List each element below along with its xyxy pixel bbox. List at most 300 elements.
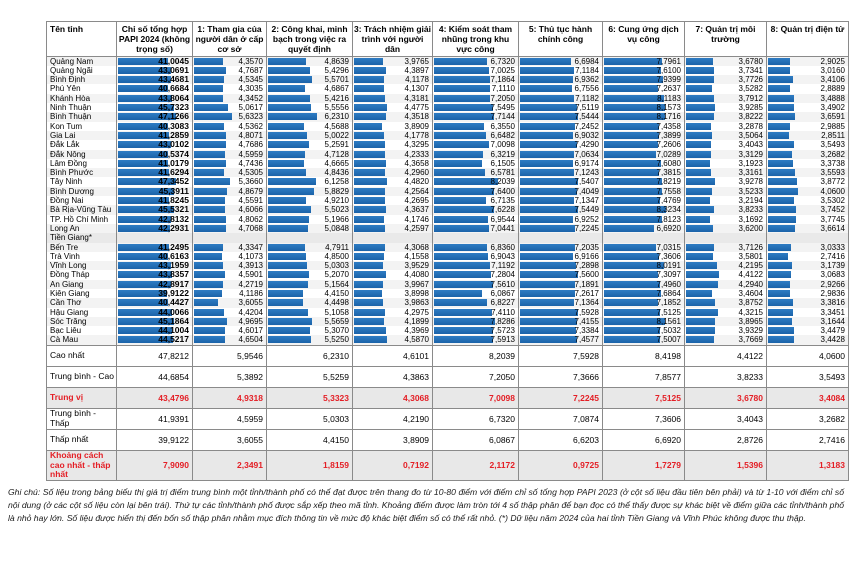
value-label: 5,5250 bbox=[324, 335, 349, 345]
value-cell: 7,9090 bbox=[117, 450, 193, 480]
value-label: 4,6504 bbox=[238, 335, 263, 345]
value-label: 7,0315 bbox=[656, 242, 681, 252]
value-cell bbox=[117, 326, 193, 335]
table-row bbox=[47, 335, 849, 345]
value-cell bbox=[767, 122, 849, 131]
value-cell bbox=[353, 66, 433, 75]
value-bar bbox=[268, 244, 305, 251]
province-name: Tiền Giang* bbox=[47, 233, 117, 242]
value-label: 3,6200 bbox=[738, 223, 763, 233]
value-cell bbox=[685, 205, 767, 214]
value-cell bbox=[353, 298, 433, 307]
value-bar bbox=[686, 151, 711, 158]
value-bar bbox=[604, 132, 659, 139]
value-cell bbox=[117, 252, 193, 261]
summary-row bbox=[47, 345, 849, 366]
value-cell bbox=[433, 215, 519, 224]
table-row bbox=[47, 56, 849, 66]
value-label: 7,4577 bbox=[574, 335, 599, 345]
value-label: 6,7320 bbox=[490, 56, 515, 66]
summary-label: Thấp nhất bbox=[47, 429, 117, 450]
summary-label: Trung vị bbox=[47, 387, 117, 408]
value-cell: 3,8233 bbox=[685, 366, 767, 387]
value-label: 45,1864 bbox=[158, 316, 189, 326]
value-cell bbox=[193, 261, 267, 270]
value-bar bbox=[768, 262, 792, 269]
value-cell bbox=[603, 187, 685, 196]
value-cell: 4,4122 bbox=[685, 345, 767, 366]
value-label: 7,1864 bbox=[490, 75, 515, 85]
value-label: 7,2245 bbox=[574, 223, 599, 233]
value-cell bbox=[353, 243, 433, 252]
value-label: 3,6780 bbox=[738, 56, 763, 66]
column-header-6: 5: Thủ tục hành chính công bbox=[519, 22, 603, 57]
value-cell bbox=[519, 56, 603, 66]
value-cell bbox=[193, 131, 267, 140]
value-cell bbox=[685, 280, 767, 289]
value-label: 40,4427 bbox=[158, 298, 189, 308]
value-cell: 0,7192 bbox=[353, 450, 433, 480]
value-bar bbox=[194, 253, 222, 260]
value-cell bbox=[519, 196, 603, 205]
value-cell bbox=[685, 56, 767, 66]
value-label: 3,1644 bbox=[820, 316, 845, 326]
value-bar bbox=[268, 188, 314, 195]
column-header-9: 8: Quản trị điện tử bbox=[767, 22, 849, 57]
value-bar bbox=[604, 169, 659, 176]
value-cell bbox=[267, 280, 353, 289]
value-bar bbox=[686, 281, 718, 288]
province-name: Long An bbox=[47, 224, 117, 233]
value-bar bbox=[268, 104, 311, 111]
value-cell bbox=[117, 168, 193, 177]
value-cell: 3,5493 bbox=[767, 366, 849, 387]
value-label: 7,6228 bbox=[490, 205, 515, 215]
value-bar bbox=[434, 132, 486, 139]
value-label: 3,4106 bbox=[820, 75, 845, 85]
value-label: 3,3161 bbox=[738, 168, 763, 178]
value-bar bbox=[194, 309, 224, 316]
province-name: Quảng Nam bbox=[47, 56, 117, 66]
province-name: Trà Vinh bbox=[47, 252, 117, 261]
value-bar bbox=[268, 178, 316, 185]
value-label: 4,3570 bbox=[238, 56, 263, 66]
summary-label: Cao nhất bbox=[47, 345, 117, 366]
value-cell bbox=[603, 196, 685, 205]
value-label: 40,6163 bbox=[158, 251, 189, 261]
value-label: 7,5495 bbox=[490, 103, 515, 113]
value-cell bbox=[193, 66, 267, 75]
value-bar bbox=[268, 299, 303, 306]
value-bar bbox=[520, 290, 575, 297]
table-row bbox=[47, 243, 849, 252]
table-row bbox=[47, 84, 849, 93]
value-cell: 3,2682 bbox=[767, 408, 849, 429]
value-cell bbox=[117, 243, 193, 252]
value-bar bbox=[520, 299, 574, 306]
value-bar bbox=[768, 123, 790, 130]
value-cell bbox=[685, 168, 767, 177]
value-bar bbox=[354, 95, 385, 102]
value-bar bbox=[768, 151, 792, 158]
value-cell bbox=[767, 224, 849, 233]
value-label: 3,3451 bbox=[820, 307, 845, 317]
value-label: 7,1852 bbox=[656, 298, 681, 308]
value-label: 4,2333 bbox=[404, 149, 429, 159]
value-label: 3,2194 bbox=[738, 196, 763, 206]
value-label: 4,2695 bbox=[404, 196, 429, 206]
value-cell: 39,9122 bbox=[117, 429, 193, 450]
value-label: 7,2050 bbox=[490, 93, 515, 103]
value-cell bbox=[519, 122, 603, 131]
value-label: 7,2617 bbox=[574, 288, 599, 298]
value-bar bbox=[194, 281, 223, 288]
value-cell bbox=[117, 261, 193, 270]
value-bar bbox=[354, 336, 387, 343]
value-cell bbox=[767, 84, 849, 93]
value-label: 3,0333 bbox=[820, 242, 845, 252]
value-cell bbox=[519, 177, 603, 186]
value-bar bbox=[268, 327, 310, 334]
value-label: 4,2960 bbox=[404, 168, 429, 178]
value-label: 7,5913 bbox=[490, 335, 515, 345]
value-bar bbox=[194, 206, 225, 213]
value-bar bbox=[194, 299, 218, 306]
value-bar bbox=[434, 262, 490, 269]
value-bar bbox=[354, 123, 382, 130]
value-bar bbox=[604, 271, 658, 278]
value-cell bbox=[767, 270, 849, 279]
value-cell bbox=[603, 205, 685, 214]
province-name: Kon Tum bbox=[47, 122, 117, 131]
value-bar bbox=[268, 160, 304, 167]
value-cell bbox=[519, 150, 603, 159]
value-label: 7,3815 bbox=[656, 168, 681, 178]
value-cell: 2,8726 bbox=[685, 429, 767, 450]
value-cell bbox=[267, 140, 353, 149]
value-cell bbox=[603, 243, 685, 252]
value-bar bbox=[604, 85, 658, 92]
value-bar bbox=[194, 188, 227, 195]
value-cell bbox=[519, 187, 603, 196]
table-row bbox=[47, 280, 849, 289]
value-bar bbox=[434, 178, 498, 185]
value-cell bbox=[433, 112, 519, 121]
value-label: 4,4775 bbox=[404, 103, 429, 113]
value-label: 5,8829 bbox=[324, 186, 349, 196]
value-label: 7,6100 bbox=[656, 65, 681, 75]
value-cell bbox=[685, 122, 767, 131]
value-label: 7,1184 bbox=[575, 65, 599, 75]
value-bar bbox=[768, 281, 790, 288]
value-bar bbox=[354, 197, 385, 204]
value-bar bbox=[686, 76, 714, 83]
value-bar bbox=[434, 67, 489, 74]
value-label: 3,9329 bbox=[738, 326, 763, 336]
value-cell bbox=[519, 280, 603, 289]
value-bar bbox=[768, 160, 793, 167]
value-bar bbox=[354, 271, 386, 278]
table-row bbox=[47, 215, 849, 224]
value-cell bbox=[433, 122, 519, 131]
value-label: 3,5064 bbox=[738, 130, 763, 140]
value-cell: 7,0874 bbox=[519, 408, 603, 429]
value-label: 7,8219 bbox=[656, 177, 681, 187]
value-bar bbox=[686, 58, 713, 65]
province-name: Bạc Liêu bbox=[47, 326, 117, 335]
value-label: 3,6614 bbox=[820, 223, 845, 233]
value-cell bbox=[685, 326, 767, 335]
value-label: 4,3452 bbox=[238, 93, 263, 103]
table-row bbox=[47, 317, 849, 326]
value-cell bbox=[353, 122, 433, 131]
value-label: 7,7144 bbox=[490, 112, 515, 122]
value-bar bbox=[354, 206, 386, 213]
value-label: 45,3911 bbox=[158, 186, 189, 196]
value-cell: 6,0867 bbox=[433, 429, 519, 450]
table-row bbox=[47, 233, 849, 242]
value-label: 2,9025 bbox=[820, 56, 845, 66]
value-cell bbox=[433, 131, 519, 140]
value-bar bbox=[268, 336, 311, 343]
value-cell: 0,9725 bbox=[519, 450, 603, 480]
value-label: 3,5282 bbox=[738, 84, 763, 94]
value-cell bbox=[193, 112, 267, 121]
value-label: 3,9765 bbox=[404, 56, 429, 66]
value-bar bbox=[768, 58, 790, 65]
value-bar bbox=[520, 67, 574, 74]
value-label: 3,9967 bbox=[404, 279, 429, 289]
value-cell bbox=[767, 335, 849, 345]
value-cell bbox=[767, 317, 849, 326]
value-bar bbox=[434, 244, 487, 251]
value-bar bbox=[434, 104, 493, 111]
value-cell bbox=[767, 308, 849, 317]
value-cell bbox=[193, 233, 267, 242]
value-bar bbox=[268, 206, 311, 213]
value-cell bbox=[603, 131, 685, 140]
value-bar bbox=[686, 132, 712, 139]
value-label: 47,1266 bbox=[158, 112, 189, 122]
value-bar bbox=[604, 290, 661, 297]
value-cell bbox=[117, 94, 193, 103]
value-label: 6,9166 bbox=[574, 251, 599, 261]
value-label: 3,4043 bbox=[738, 140, 763, 150]
value-bar bbox=[686, 290, 712, 297]
value-cell bbox=[353, 270, 433, 279]
summary-row bbox=[47, 450, 849, 480]
value-label: 4,1186 bbox=[239, 288, 263, 298]
value-label: 7,1192 bbox=[491, 261, 515, 271]
value-bar bbox=[354, 169, 385, 176]
value-cell bbox=[193, 326, 267, 335]
value-label: 8,1561 bbox=[656, 316, 681, 326]
value-cell bbox=[267, 131, 353, 140]
value-label: 44,1004 bbox=[158, 326, 189, 336]
value-cell bbox=[603, 140, 685, 149]
value-cell bbox=[519, 261, 603, 270]
summary-row bbox=[47, 408, 849, 429]
table-row bbox=[47, 122, 849, 131]
footnote-text: Ghi chú: Số liệu trong bảng biểu thị giá trị điểm trung bình một tỉnh/thành phố có thể đạt được trên thang đo từ 10-80 điểm với điểm chỉ số tổng hợp PAPI 2023 (ở cột số liệu đầu tiên bên phải) và từ 1-10 với điểm chỉ số nội dung (ở các cột số liệu còn lại bên trái). Thứ tự các tỉnh/thành phố được sắp xếp theo mã tỉnh. Khoảng điểm được làm tròn tới 4 số thập phân để bạn đọc có thể thấy được sự khác biệt về điểm giữa các tỉnh/thành phố là nhỏ hay lớn. Số liệu được hiển thị đến bốn số thập phân nhằm mục đích thông tin về mức độ khác biệt điểm số có thể rất nhỏ. (*) Dữ liệu năm 2024 của hai tỉnh Tiền Giang và Vĩnh Phúc không được thu thập. bbox=[8, 487, 844, 523]
value-bar bbox=[434, 188, 494, 195]
value-cell bbox=[603, 224, 685, 233]
province-name: An Giang bbox=[47, 280, 117, 289]
value-label: 3,2682 bbox=[820, 149, 845, 159]
value-cell bbox=[117, 131, 193, 140]
province-column-header: Tên tỉnh bbox=[47, 22, 117, 57]
value-cell bbox=[433, 308, 519, 317]
value-label: 4,0600 bbox=[820, 186, 845, 196]
value-bar bbox=[434, 281, 493, 288]
value-label: 4,4122 bbox=[738, 270, 763, 280]
value-cell bbox=[767, 326, 849, 335]
value-cell bbox=[117, 187, 193, 196]
value-cell: 5,5259 bbox=[267, 366, 353, 387]
value-label: 3,9863 bbox=[404, 298, 429, 308]
value-bar bbox=[604, 281, 660, 288]
value-bar bbox=[520, 225, 575, 232]
value-label: 41,6294 bbox=[158, 168, 189, 178]
value-label: 3,5801 bbox=[738, 251, 763, 261]
province-name: Ninh Thuận bbox=[47, 103, 117, 112]
value-cell: 7,5125 bbox=[603, 387, 685, 408]
value-bar bbox=[434, 290, 482, 297]
value-label: 4,2564 bbox=[404, 186, 429, 196]
value-bar bbox=[268, 123, 304, 130]
value-label: 3,5233 bbox=[738, 186, 763, 196]
value-bar bbox=[686, 253, 713, 260]
value-cell bbox=[267, 224, 353, 233]
value-cell bbox=[267, 335, 353, 345]
value-bar bbox=[768, 95, 794, 102]
value-cell bbox=[193, 224, 267, 233]
value-cell bbox=[193, 335, 267, 345]
value-bar bbox=[604, 123, 659, 130]
value-label: 4,3637 bbox=[404, 205, 429, 215]
province-name: Đắk Lắk bbox=[47, 140, 117, 149]
value-bar bbox=[268, 225, 308, 232]
value-cell bbox=[603, 233, 685, 242]
value-bar bbox=[520, 113, 578, 120]
province-name: Lâm Đồng bbox=[47, 159, 117, 168]
value-bar bbox=[194, 244, 223, 251]
value-label: 7,1347 bbox=[574, 196, 599, 206]
value-cell bbox=[267, 215, 353, 224]
value-cell bbox=[767, 243, 849, 252]
value-label: 3,9285 bbox=[738, 103, 763, 113]
value-label: 3,4902 bbox=[820, 103, 845, 113]
value-label: 7,1891 bbox=[574, 279, 599, 289]
value-cell bbox=[519, 335, 603, 345]
value-label: 7,4290 bbox=[574, 140, 599, 150]
table-row bbox=[47, 205, 849, 214]
summary-row bbox=[47, 366, 849, 387]
value-label: 4,3295 bbox=[404, 140, 429, 150]
value-bar bbox=[768, 327, 794, 334]
value-bar bbox=[686, 318, 715, 325]
value-label: 6,9174 bbox=[574, 158, 599, 168]
value-label: 3,1923 bbox=[738, 158, 763, 168]
value-bar bbox=[686, 216, 710, 223]
value-label: 5,4296 bbox=[324, 65, 349, 75]
value-bar bbox=[604, 95, 664, 102]
value-bar bbox=[768, 271, 791, 278]
value-bar bbox=[354, 290, 382, 297]
value-label: 3,7745 bbox=[820, 214, 845, 224]
value-label: 41,8245 bbox=[158, 196, 189, 206]
value-bar bbox=[520, 327, 576, 334]
value-cell bbox=[433, 317, 519, 326]
value-label: 4,2195 bbox=[738, 261, 763, 271]
value-label: 6,7135 bbox=[490, 196, 515, 206]
value-cell: 8,4198 bbox=[603, 345, 685, 366]
value-bar bbox=[686, 141, 711, 148]
value-bar bbox=[686, 169, 711, 176]
value-cell bbox=[193, 140, 267, 149]
value-bar bbox=[604, 76, 663, 83]
value-cell bbox=[267, 298, 353, 307]
value-cell bbox=[267, 243, 353, 252]
value-bar bbox=[194, 271, 225, 278]
value-cell: 7,8577 bbox=[603, 366, 685, 387]
value-bar bbox=[434, 253, 488, 260]
value-cell bbox=[767, 56, 849, 66]
value-cell: 6,6920 bbox=[603, 429, 685, 450]
value-cell bbox=[685, 252, 767, 261]
value-cell bbox=[603, 94, 685, 103]
value-bar bbox=[268, 281, 308, 288]
value-cell bbox=[193, 243, 267, 252]
value-label: 4,3518 bbox=[404, 112, 429, 122]
value-cell bbox=[519, 84, 603, 93]
value-bar bbox=[268, 169, 306, 176]
value-label: 7,5449 bbox=[574, 205, 599, 215]
value-cell bbox=[353, 187, 433, 196]
value-bar bbox=[354, 76, 384, 83]
value-bar bbox=[686, 225, 713, 232]
value-label: 7,5119 bbox=[575, 103, 599, 113]
table-row bbox=[47, 308, 849, 317]
value-label: 42,8917 bbox=[158, 279, 189, 289]
value-cell bbox=[267, 233, 353, 242]
value-cell bbox=[117, 75, 193, 84]
value-label: 3,1692 bbox=[738, 214, 763, 224]
value-cell bbox=[353, 308, 433, 317]
province-name: Hậu Giang bbox=[47, 308, 117, 317]
value-cell bbox=[267, 112, 353, 121]
table-row bbox=[47, 140, 849, 149]
value-cell: 4,3068 bbox=[353, 387, 433, 408]
value-bar bbox=[268, 197, 306, 204]
value-cell bbox=[433, 270, 519, 279]
value-label: 6,6482 bbox=[490, 130, 515, 140]
value-label: 43,1959 bbox=[158, 261, 189, 271]
value-label: 40,6684 bbox=[158, 84, 189, 94]
value-cell bbox=[117, 270, 193, 279]
value-bar bbox=[434, 76, 490, 83]
column-header-2: 1: Tham gia của người dân ở cấp cơ sở bbox=[193, 22, 267, 57]
value-bar bbox=[604, 225, 654, 232]
value-bar bbox=[520, 253, 573, 260]
value-label: 3,3816 bbox=[820, 298, 845, 308]
value-cell bbox=[685, 289, 767, 298]
value-label: 3,4428 bbox=[820, 335, 845, 345]
value-bar bbox=[686, 85, 712, 92]
value-bar bbox=[194, 141, 226, 148]
value-cell bbox=[767, 252, 849, 261]
value-label: 4,6017 bbox=[238, 326, 263, 336]
